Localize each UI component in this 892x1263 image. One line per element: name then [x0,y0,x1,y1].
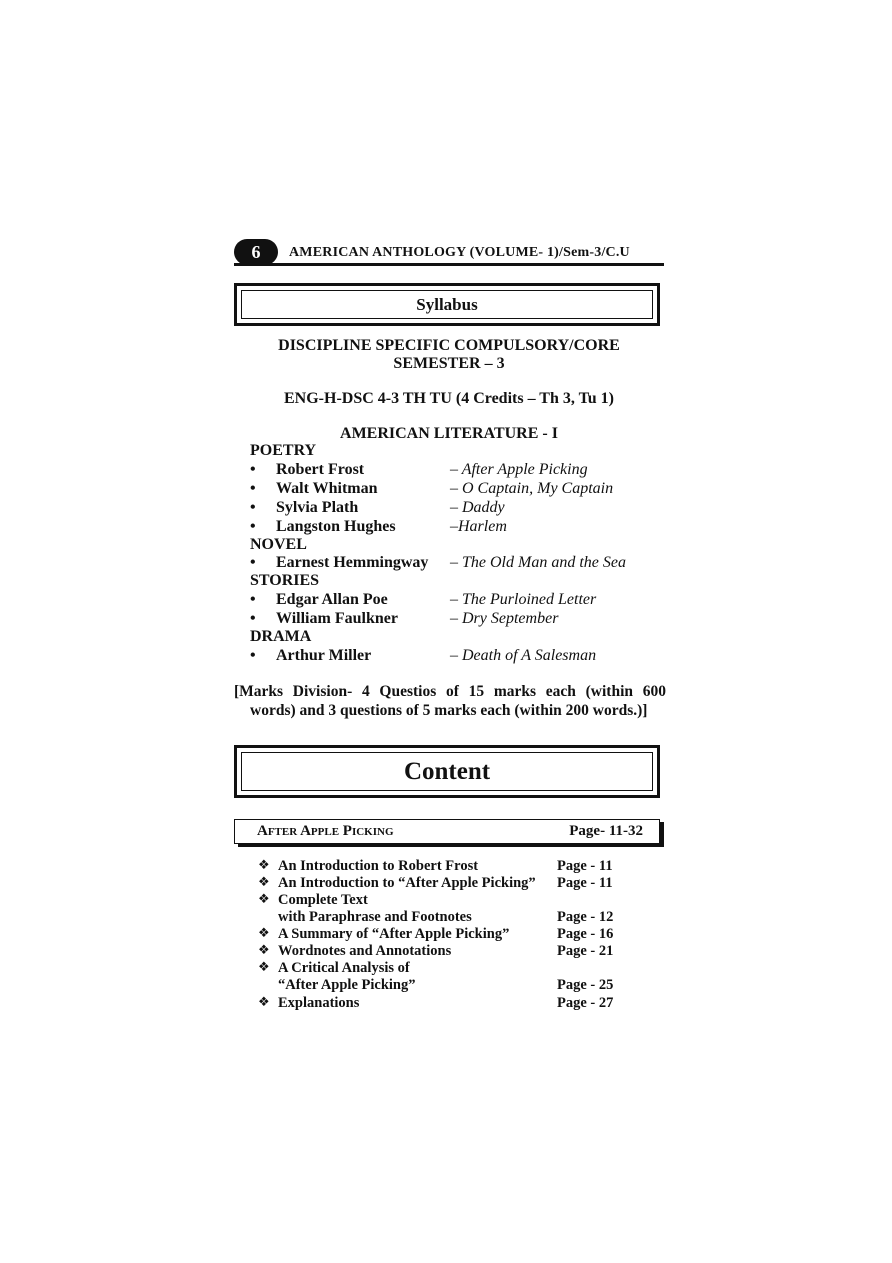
toc-entry-page: Page - 25 [557,977,614,993]
bullet: • [250,591,256,608]
syllabus-item [250,554,670,574]
bullet: • [250,461,256,478]
syllabus-item [250,647,670,667]
author-name: William Faulkner [276,610,398,627]
author-name: Sylvia Plath [276,499,359,516]
diamond-bullet-icon: ❖ [258,875,270,890]
toc-entry[interactable] [258,875,638,892]
syllabus-item [250,591,670,611]
work-title: – Daddy [450,499,505,516]
marks-division-line-2: words) and 3 questions of 5 marks each (within 200 words.)] [250,702,648,719]
toc-entry-text: “After Apple Picking” [278,977,416,993]
content-title-inner [241,752,653,791]
syllabus-title-box [234,283,660,326]
section-heading-poetry: POETRY [250,442,317,459]
content-title: Content [403,757,491,785]
marks-division-line-1: [Marks Division- 4 Questios of 15 marks each (within 600 [234,683,666,700]
course-code-line: ENG-H-DSC 4-3 TH TU (4 Credits – Th 3, Tu 1) [284,390,614,407]
work-title: – The Old Man and the Sea [450,554,626,571]
syllabus-title: Syllabus [416,294,478,314]
work-title: – Death of A Salesman [450,647,597,664]
toc-entry-text: A Critical Analysis of [278,960,410,976]
toc-entry[interactable] [258,943,638,960]
toc-entry-text: Complete Text [278,892,368,908]
toc-entry-page: Page - 27 [557,995,614,1011]
toc-entry-text: A Summary of “After Apple Picking” [278,926,510,942]
work-title: – O Captain, My Captain [450,480,614,497]
running-title: AMERICAN ANTHOLOGY (VOLUME- 1)/Sem-3/C.U [289,245,630,260]
course-title-line: AMERICAN LITERATURE - I [340,425,558,442]
toc-entry-text: Wordnotes and Annotations [278,943,452,959]
page-header [234,239,664,267]
syllabus-item [250,480,670,500]
diamond-bullet-icon: ❖ [258,926,270,941]
toc-entry-continuation[interactable] [258,977,638,994]
toc-entry-continuation[interactable] [258,909,638,926]
work-title: – Dry September [450,610,559,627]
chapter-title: After Apple Picking [257,823,394,839]
diamond-bullet-icon: ❖ [258,858,270,873]
chapter-page-range: Page- 11-32 [569,823,643,839]
toc-entry-page: Page - 16 [557,926,614,942]
toc-entry[interactable] [258,926,638,943]
page-number-badge: 6 [234,239,278,265]
section-heading-stories: STORIES [250,572,320,589]
bullet: • [250,518,256,535]
diamond-bullet-icon: ❖ [258,960,270,975]
toc-entry-page: Page - 11 [557,875,613,891]
toc-entry-text: Explanations [278,995,360,1011]
diamond-bullet-icon: ❖ [258,995,270,1010]
toc-entry-page: Page - 21 [557,943,614,959]
bullet: • [250,499,256,516]
syllabus-item [250,461,670,481]
bullet: • [250,554,256,571]
toc-entry-page: Page - 12 [557,909,614,925]
content-title-box [234,745,660,798]
discipline-line: DISCIPLINE SPECIFIC COMPULSORY/CORE [278,337,620,354]
syllabus-item [250,610,670,630]
bullet: • [250,610,256,627]
author-name: Edgar Allan Poe [276,591,388,608]
toc-entry[interactable] [258,995,638,1012]
diamond-bullet-icon: ❖ [258,892,270,907]
author-name: Arthur Miller [276,647,372,664]
syllabus-title-inner [241,290,653,319]
toc-entry[interactable] [258,858,638,875]
work-title: – The Purloined Letter [450,591,597,608]
toc-entry-text: with Paraphrase and Footnotes [278,909,472,925]
author-name: Langston Hughes [276,518,396,535]
marks-division [234,682,666,720]
toc-entry-text: An Introduction to “After Apple Picking” [278,875,536,891]
diamond-bullet-icon: ❖ [258,943,270,958]
work-title: – After Apple Picking [450,461,588,478]
toc-entry-page: Page - 11 [557,858,613,874]
syllabus-item [250,518,670,538]
author-name: Earnest Hemmingway [276,554,429,571]
syllabus-item [250,499,670,519]
work-title: –Harlem [450,518,507,535]
toc-entry-text: An Introduction to Robert Frost [278,858,479,874]
author-name: Robert Frost [276,461,365,478]
toc-entry[interactable] [258,960,638,977]
header-rule [234,263,664,266]
chapter-bar [234,819,660,844]
author-name: Walt Whitman [276,480,378,497]
bullet: • [250,480,256,497]
section-heading-drama: DRAMA [250,628,312,645]
bullet: • [250,647,256,664]
toc-entry[interactable] [258,892,638,909]
semester-line: SEMESTER – 3 [393,355,505,372]
section-heading-novel: NOVEL [250,536,307,553]
